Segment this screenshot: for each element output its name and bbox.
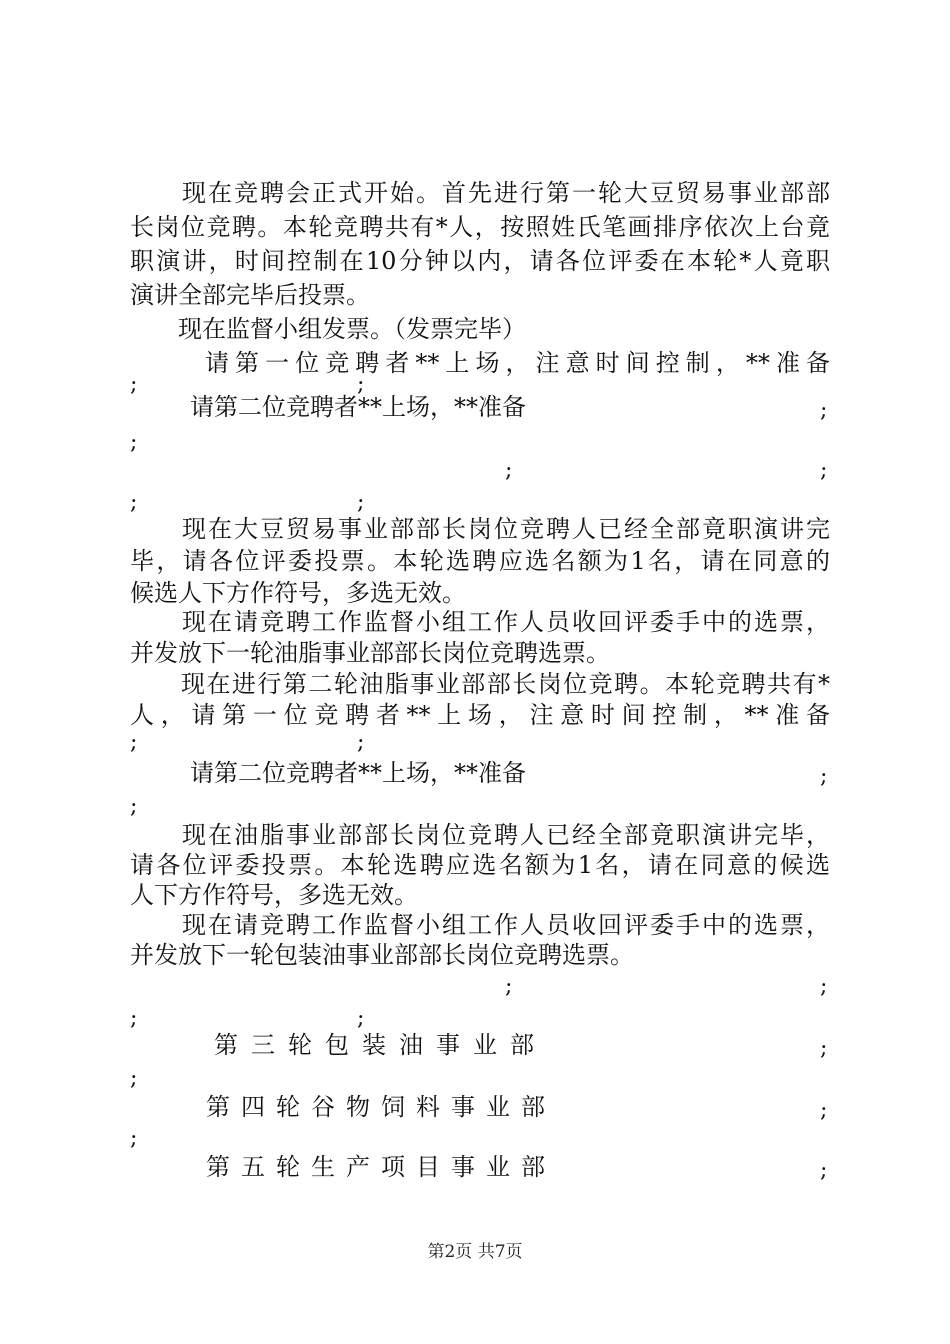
paragraph-line: 人下方作符号，多选无效。 [130, 881, 418, 909]
paragraph-line: 候选人下方作符号，多选无效。 [130, 579, 466, 607]
semicolon-mark: ; [130, 430, 138, 455]
semicolon-mark: ; [130, 372, 138, 397]
semicolon-mark: ; [357, 490, 365, 515]
paragraph-line: 演讲全部完毕后投票。 [130, 281, 370, 309]
round3-heading: 第三轮包装油事业部 [214, 1031, 547, 1059]
semicolon-mark: ; [820, 974, 828, 999]
semicolon-mark: ; [130, 1066, 138, 1091]
paragraph-line: 现在进行第二轮油脂事业部部长岗位竞聘。本轮竞聘共有* [130, 670, 830, 698]
semicolon-mark: ; [820, 764, 828, 789]
paragraph-line: 现在油脂事业部部长岗位竞聘人已经全部竟职演讲完毕， [130, 821, 830, 849]
semicolon-mark: ; [820, 398, 828, 423]
paragraph-line: 毕，请各位评委投票。本轮选聘应选名额为1名，请在同意的 [130, 547, 830, 575]
paragraph-line: 现在请竞聘工作监督小组工作人员收回评委手中的选票， [130, 608, 830, 636]
round2-call2: 请第二位竞聘者**上场，**准备 [190, 759, 526, 787]
round5-heading: 第五轮生产项目事业部 [206, 1153, 556, 1181]
semicolon-mark: ; [130, 730, 138, 755]
round1-call2: 请第二位竞聘者**上场，**准备 [190, 393, 526, 421]
paragraph-line: 人，请第一位竞聘者**上场，注意时间控制，**准备 [130, 701, 830, 729]
paragraph-line: 长岗位竞聘。本轮竞聘共有*人，按照姓氏笔画排序依次上台竟 [130, 213, 830, 241]
semicolon-mark: ; [130, 490, 138, 515]
paragraph-line: 现在请竞聘工作监督小组工作人员收回评委手中的选票， [130, 911, 830, 939]
semicolon-mark: ; [505, 458, 513, 483]
paragraph-line: 并发放下一轮包装油事业部部长岗位竞聘选票。 [130, 941, 634, 969]
paragraph-line: 现在大豆贸易事业部部长岗位竞聘人已经全部竟职演讲完 [130, 515, 830, 543]
paragraph-line: 现在竞聘会正式开始。首先进行第一轮大豆贸易事业部部 [130, 179, 830, 207]
semicolon-mark: ; [820, 1036, 828, 1061]
paragraph-line: 现在监督小组发票。（发票完毕） [130, 315, 526, 343]
semicolon-mark: ; [505, 974, 513, 999]
semicolon-mark: ; [820, 1158, 828, 1183]
semicolon-mark: ; [357, 730, 365, 755]
round4-heading: 第四轮谷物饲料事业部 [206, 1093, 556, 1121]
semicolon-mark: ; [357, 372, 365, 397]
semicolon-mark: ; [820, 458, 828, 483]
semicolon-mark: ; [820, 1098, 828, 1123]
paragraph-line: 请各位评委投票。本轮选聘应选名额为1名，请在同意的候选 [130, 851, 830, 879]
round1-call1: 请第一位竞聘者**上场，注意时间控制，**准备 [205, 349, 830, 377]
paragraph-line: 职演讲，时间控制在10分钟以内，请各位评委在本轮*人竟职 [130, 247, 830, 275]
page-number-footer: 第2页 共7页 [427, 1242, 523, 1262]
semicolon-mark: ; [130, 1126, 138, 1151]
semicolon-mark: ; [130, 1006, 138, 1031]
paragraph-line: 并发放下一轮油脂事业部部长岗位竞聘选票。 [130, 639, 610, 667]
semicolon-mark: ; [130, 794, 138, 819]
semicolon-mark: ; [357, 1006, 365, 1031]
